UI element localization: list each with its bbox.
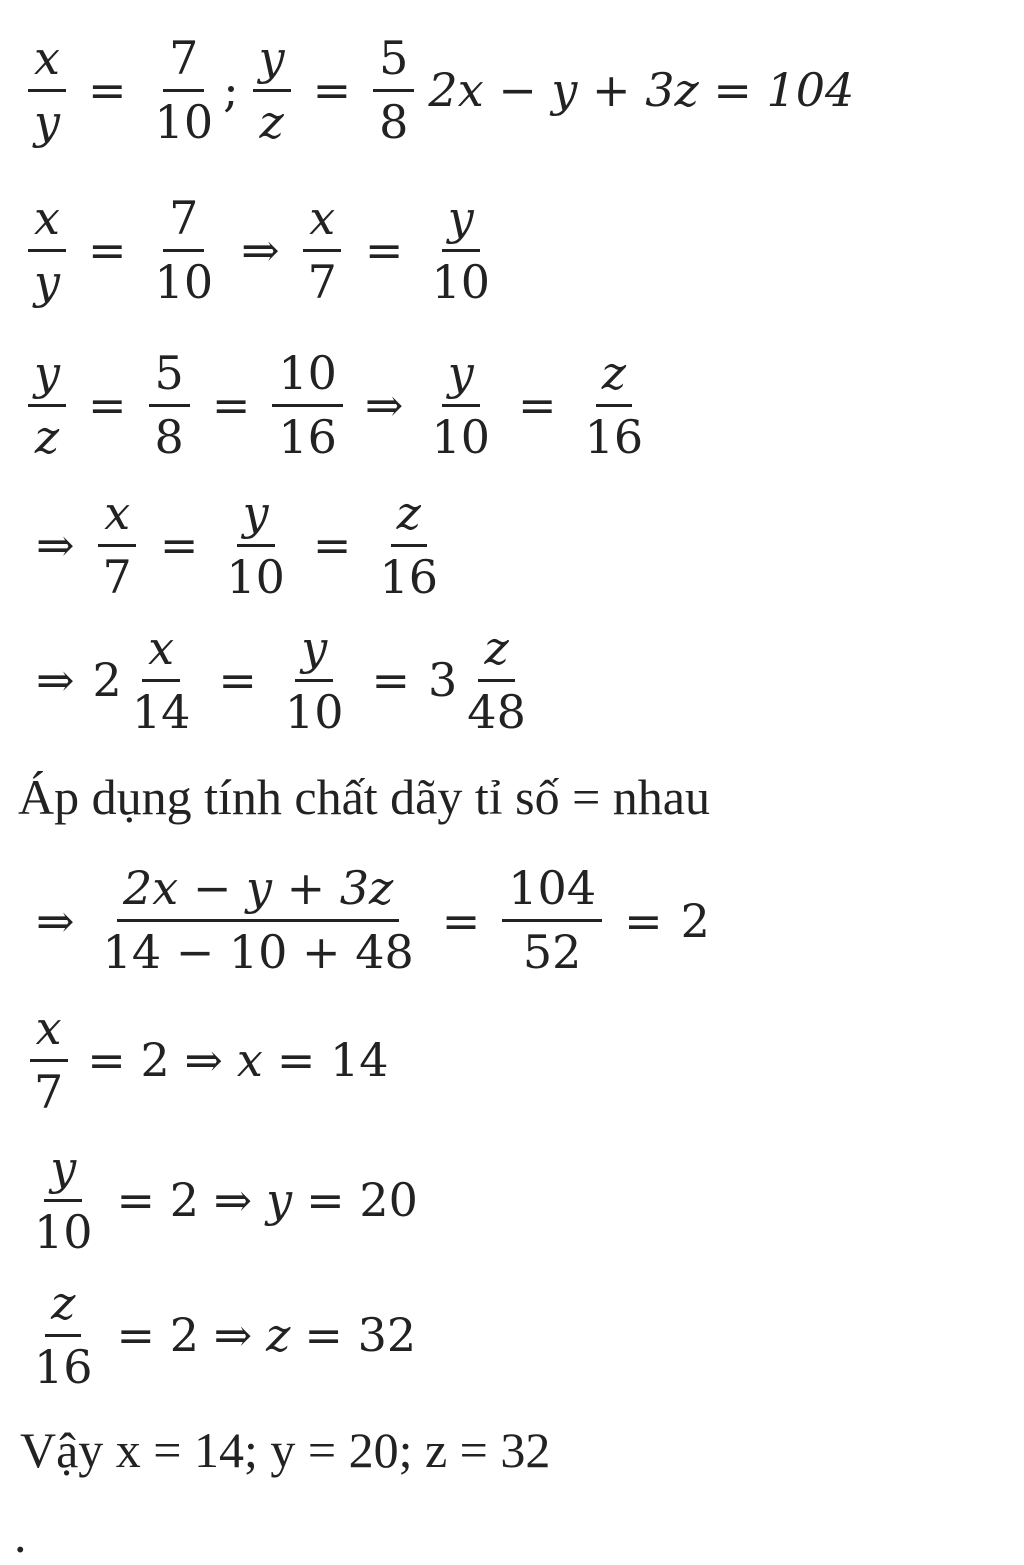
implies-arrow: ⇒ xyxy=(364,378,404,432)
numerator: x xyxy=(98,487,136,547)
fraction-x-over-y xyxy=(28,32,66,149)
equation-ratio-1 xyxy=(24,190,500,310)
fraction-y-over-10 xyxy=(28,1142,99,1259)
numerator: x xyxy=(28,192,66,252)
equals-sign: = xyxy=(88,63,127,117)
denominator: 14 − 10 + 48 xyxy=(102,925,414,979)
conclusion: Vậy x = 14; y = 20; z = 32 xyxy=(20,1422,551,1478)
denominator: 16 xyxy=(34,1339,93,1394)
equals-sign: = xyxy=(312,63,352,117)
numerator: z xyxy=(391,487,427,547)
numerator: x xyxy=(28,32,66,92)
linear-equation: 2x − y + 3z = 104 xyxy=(428,63,855,117)
denominator: y xyxy=(34,94,60,149)
numerator: y xyxy=(253,32,291,92)
fraction-7-over-10 xyxy=(149,192,220,309)
fraction-z-over-16 xyxy=(373,487,444,604)
coefficient: 3 xyxy=(428,653,458,707)
fraction-x-over-y xyxy=(28,192,66,309)
ratio-value: 2 xyxy=(680,893,710,948)
fraction-y-over-10 xyxy=(279,622,350,739)
fraction-x-over-7 xyxy=(97,487,138,604)
equation-scaled xyxy=(36,620,536,740)
denominator: y xyxy=(34,254,60,309)
fraction-y-over-10 xyxy=(425,347,496,464)
numerator: x xyxy=(303,192,341,252)
fraction-5-over-8 xyxy=(149,347,190,464)
fraction-combined xyxy=(97,862,420,979)
denominator: 10 xyxy=(284,684,344,739)
numerator: x xyxy=(30,1002,68,1062)
implies-arrow: ⇒ xyxy=(241,223,280,277)
denominator: 10 xyxy=(431,409,491,464)
fraction-z-over-16 xyxy=(28,1277,99,1394)
denominator: z xyxy=(259,94,284,149)
fraction-z-over-16 xyxy=(579,347,650,464)
numerator: x xyxy=(142,622,180,682)
denominator: 14 xyxy=(131,684,191,739)
equals-two-implies: = 2 ⇒ xyxy=(87,1033,223,1087)
denominator: 7 xyxy=(34,1064,64,1119)
fraction-y-over-10 xyxy=(220,487,291,604)
denominator: 10 xyxy=(34,1204,93,1259)
numerator: 7 xyxy=(163,32,204,92)
numerator: 104 xyxy=(502,862,602,922)
denominator: 52 xyxy=(522,925,582,979)
fraction-z-over-48 xyxy=(461,622,532,739)
equals-sign: = xyxy=(159,518,199,572)
value-x: = 14 xyxy=(276,1033,389,1087)
solve-y xyxy=(24,1140,418,1260)
implies-arrow: ⇒ xyxy=(36,653,75,707)
fraction-104-over-52 xyxy=(502,862,602,979)
numerator: 10 xyxy=(272,347,343,407)
denominator: 10 xyxy=(154,254,214,309)
equals-two-implies: = 2 ⇒ xyxy=(116,1173,253,1227)
denominator: 10 xyxy=(226,549,285,604)
equals-sign: = xyxy=(441,893,481,948)
variable-z: z xyxy=(266,1308,291,1362)
trailing-dot: . xyxy=(14,1507,27,1563)
denominator: 48 xyxy=(467,684,526,739)
coefficient: 2 xyxy=(92,653,122,707)
equals-sign: = xyxy=(364,223,404,277)
numerator: y xyxy=(295,622,333,682)
denominator: 7 xyxy=(102,549,132,604)
numerator: 5 xyxy=(373,32,414,92)
value-y: = 20 xyxy=(306,1173,418,1227)
variable-y: y xyxy=(266,1173,293,1227)
fraction-x-over-7 xyxy=(28,1002,69,1119)
equals-two-implies: = 2 ⇒ xyxy=(116,1308,253,1362)
equals-sign: = xyxy=(312,518,352,572)
fraction-5-over-8 xyxy=(373,32,414,149)
denominator: 16 xyxy=(379,549,439,604)
implies-arrow: ⇒ xyxy=(36,518,75,572)
equals-sign: = xyxy=(218,653,257,707)
equals-sign: = xyxy=(518,378,557,432)
equals-sign: = xyxy=(211,378,251,432)
numerator: 7 xyxy=(163,192,204,252)
numerator: z xyxy=(596,347,632,407)
equation-apply xyxy=(36,858,710,983)
denominator: 10 xyxy=(154,94,214,149)
fraction-7-over-10 xyxy=(149,32,220,149)
numerator: 5 xyxy=(149,347,190,407)
numerator: z xyxy=(478,622,514,682)
denominator: 10 xyxy=(431,254,491,309)
solve-x xyxy=(24,1000,389,1120)
implies-arrow: ⇒ xyxy=(36,893,75,948)
variable-x: x xyxy=(236,1033,263,1087)
denominator: 8 xyxy=(379,94,409,149)
fraction-x-over-7 xyxy=(302,192,343,309)
numerator: y xyxy=(44,1142,82,1202)
fraction-y-over-10 xyxy=(425,192,496,309)
numerator: 2x − y + 3z xyxy=(117,862,399,922)
denominator: 16 xyxy=(278,409,337,464)
numerator: y xyxy=(28,347,66,407)
fraction-y-over-z xyxy=(28,347,66,464)
equals-sign: = xyxy=(624,893,663,948)
equals-sign: = xyxy=(88,378,127,432)
equals-sign: = xyxy=(371,653,411,707)
fraction-10-over-16 xyxy=(272,347,343,464)
numerator: y xyxy=(442,192,480,252)
semicolon: ; xyxy=(223,63,239,117)
equation-ratio-2 xyxy=(24,345,653,465)
denominator: 16 xyxy=(584,409,644,464)
property-statement: Áp dụng tính chất dãy tỉ số = nhau xyxy=(18,769,710,825)
equation-combined xyxy=(36,485,448,605)
fraction-x-over-14 xyxy=(126,622,197,739)
numerator: z xyxy=(45,1277,81,1337)
equals-sign: = xyxy=(88,223,127,277)
solve-z xyxy=(24,1275,416,1395)
numerator: y xyxy=(442,347,480,407)
equation-given xyxy=(24,30,854,150)
denominator: z xyxy=(34,409,60,464)
numerator: y xyxy=(237,487,275,547)
value-z: = 32 xyxy=(304,1308,417,1362)
denominator: 8 xyxy=(154,409,184,464)
fraction-y-over-z xyxy=(253,32,291,149)
denominator: 7 xyxy=(307,254,337,309)
